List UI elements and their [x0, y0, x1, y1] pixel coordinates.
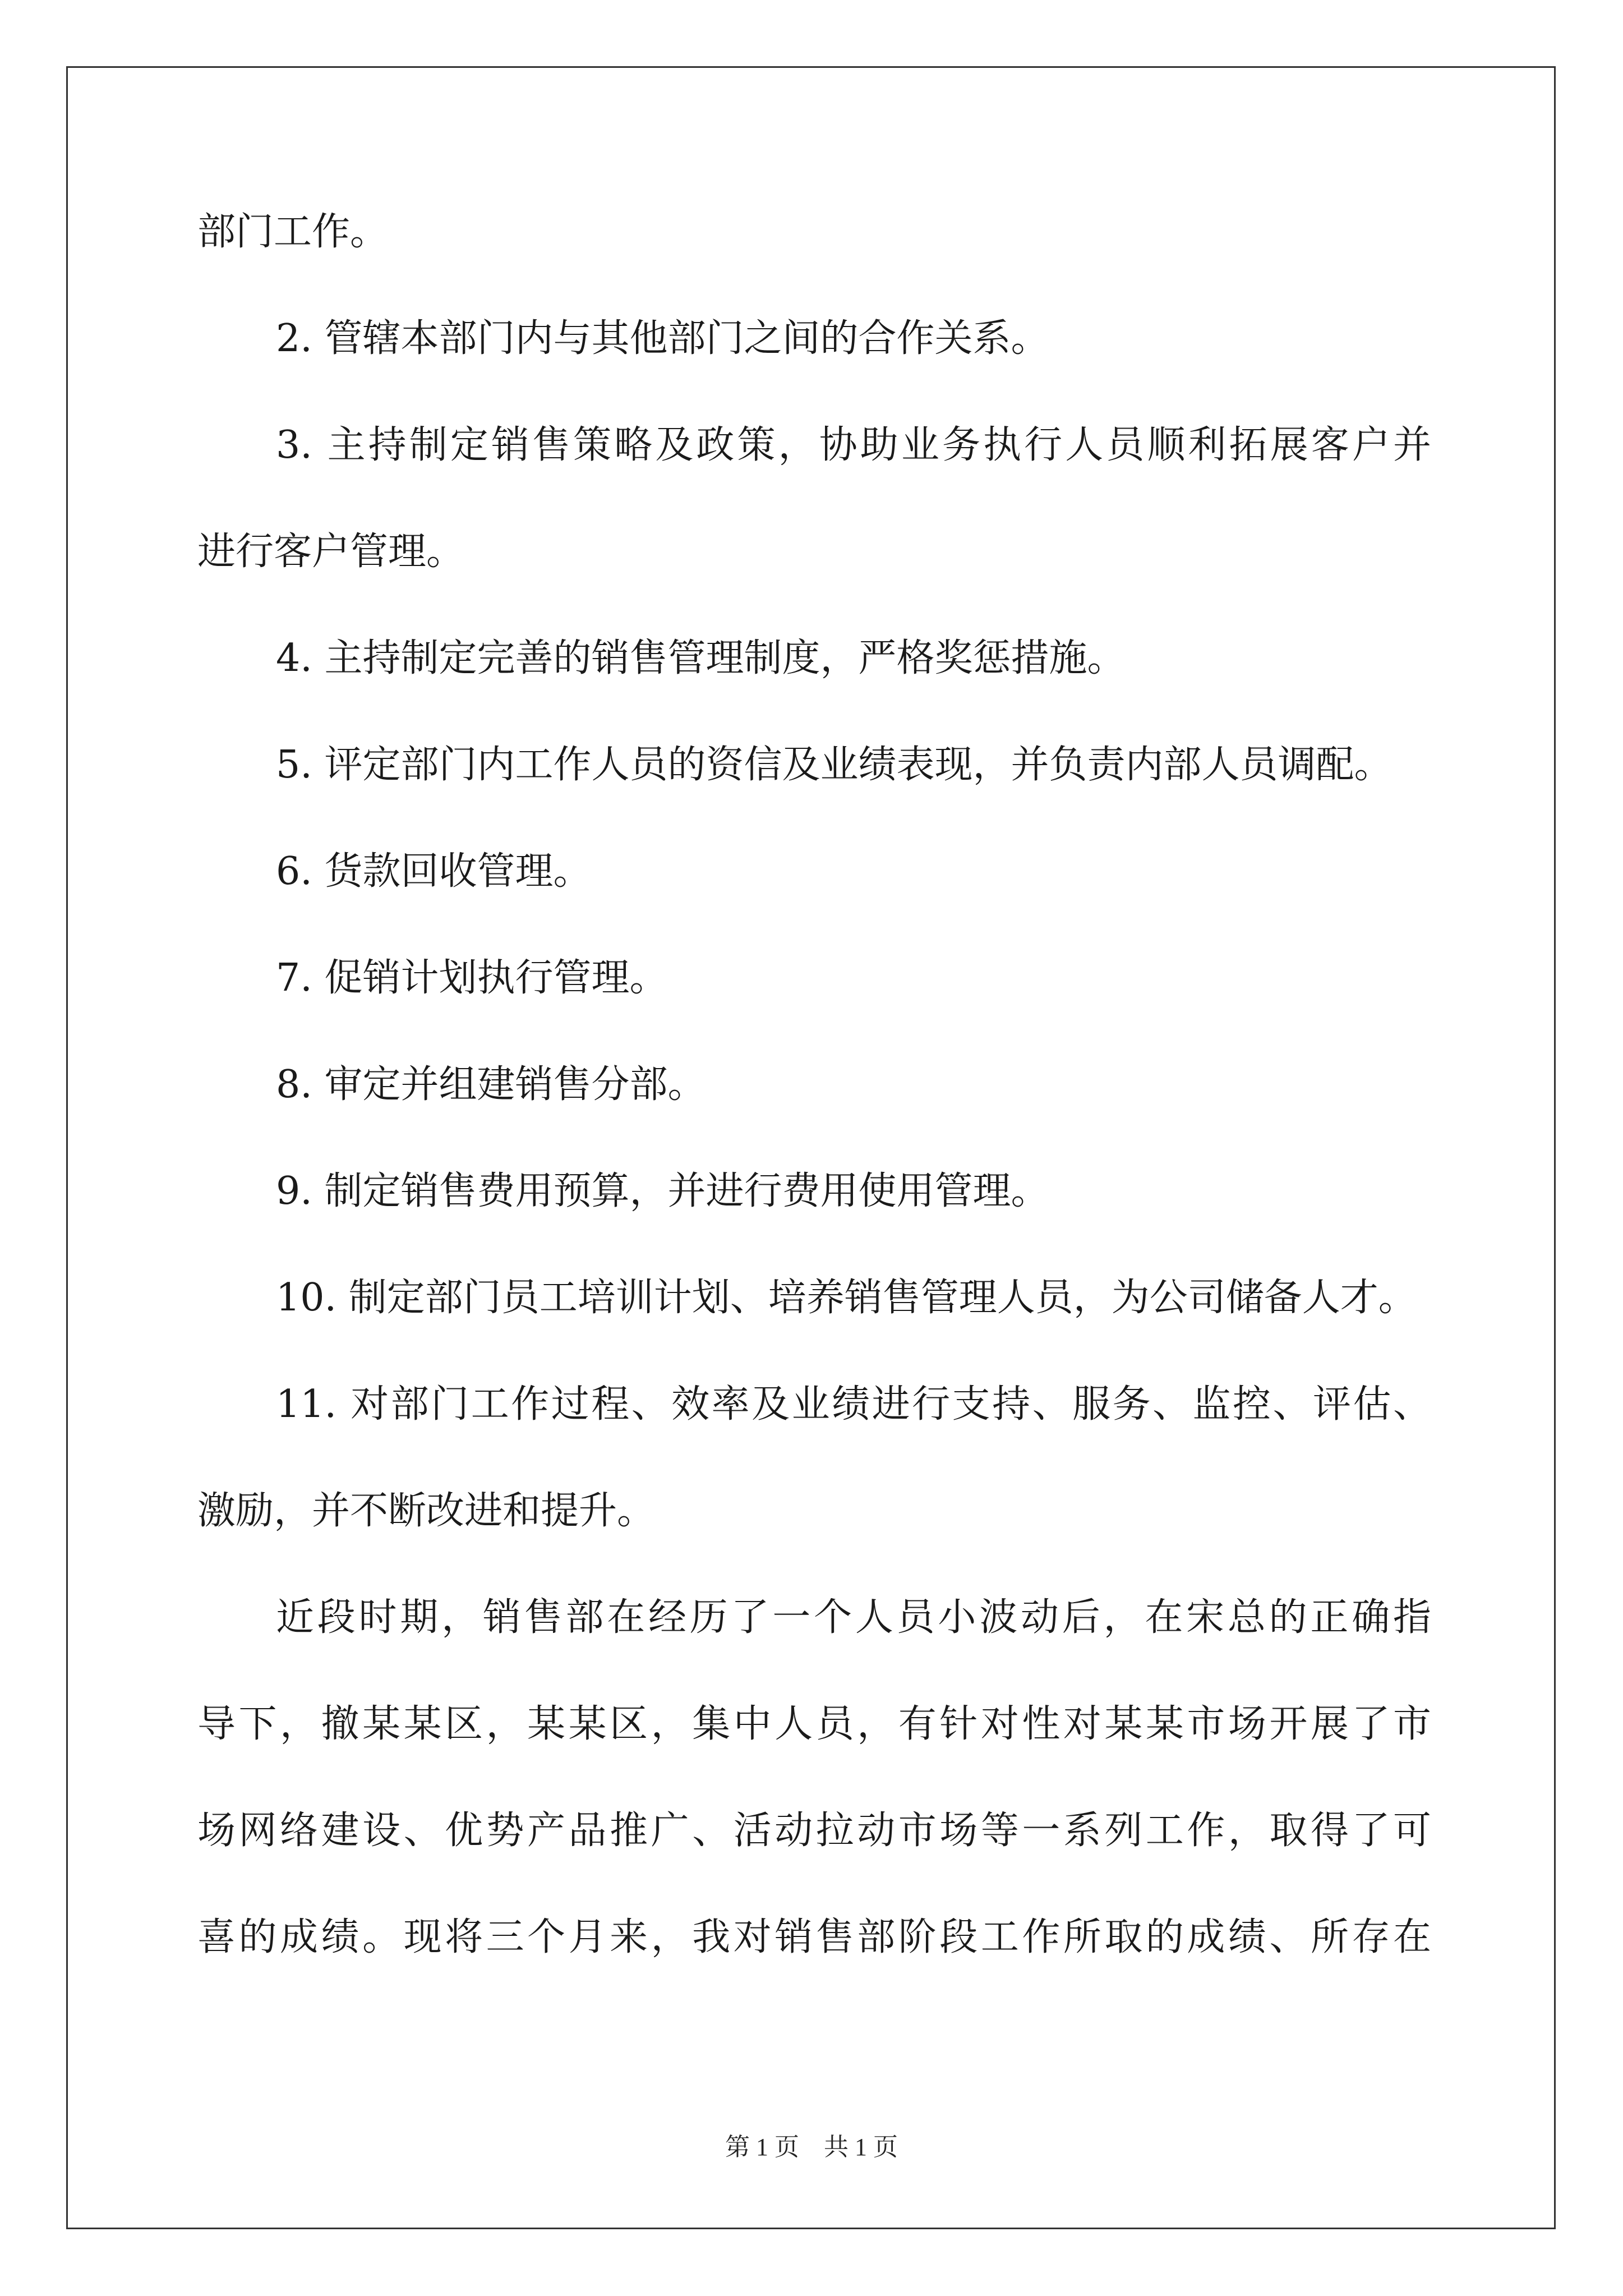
list-item-6: 6. 货款回收管理。	[276, 849, 592, 894]
list-item-11: 11. 对部门工作过程、效率及业绩进行支持、服务、监控、评估、	[276, 1382, 1431, 1427]
list-item-3-continuation: 进行客户管理。	[197, 530, 465, 574]
list-item-7: 7. 促销计划执行管理。	[276, 956, 668, 1000]
paragraph-line-1: 近段时期，销售部在经历了一个人员小波动后，在宋总的正确指	[276, 1595, 1431, 1640]
page-number-footer: 第 1 页 共 1 页	[725, 2133, 898, 2161]
text-line-continuation: 部门工作。	[197, 210, 389, 254]
page-border	[66, 66, 1556, 2229]
list-item-11-continuation: 激励，并不断改进和提升。	[197, 1489, 656, 1533]
paragraph-line-3: 场网络建设、优势产品推广、活动拉动市场等一系列工作，取得了可	[197, 1809, 1431, 1853]
list-item-2: 2. 管辖本部门内与其他部门之间的合作关系。	[276, 316, 1049, 361]
list-item-5: 5. 评定部门内工作人员的资信及业绩表现，并负责内部人员调配。	[276, 743, 1393, 787]
list-item-4: 4. 主持制定完善的销售管理制度，严格奖惩措施。	[276, 636, 1126, 680]
list-item-10: 10. 制定部门员工培训计划、培养销售管理人员，为公司储备人才。	[276, 1276, 1417, 1320]
paragraph-line-4: 喜的成绩。现将三个月来，我对销售部阶段工作所取的成绩、所存在	[197, 1915, 1431, 1959]
list-item-9: 9. 制定销售费用预算，并进行费用使用管理。	[276, 1169, 1049, 1213]
list-item-8: 8. 审定并组建销售分部。	[276, 1062, 706, 1107]
list-item-3: 3. 主持制定销售策略及政策，协助业务执行人员顺利拓展客户并	[276, 423, 1431, 467]
paragraph-line-2: 导下，撤某某区，某某区，集中人员，有针对性对某某市场开展了市	[197, 1702, 1431, 1746]
